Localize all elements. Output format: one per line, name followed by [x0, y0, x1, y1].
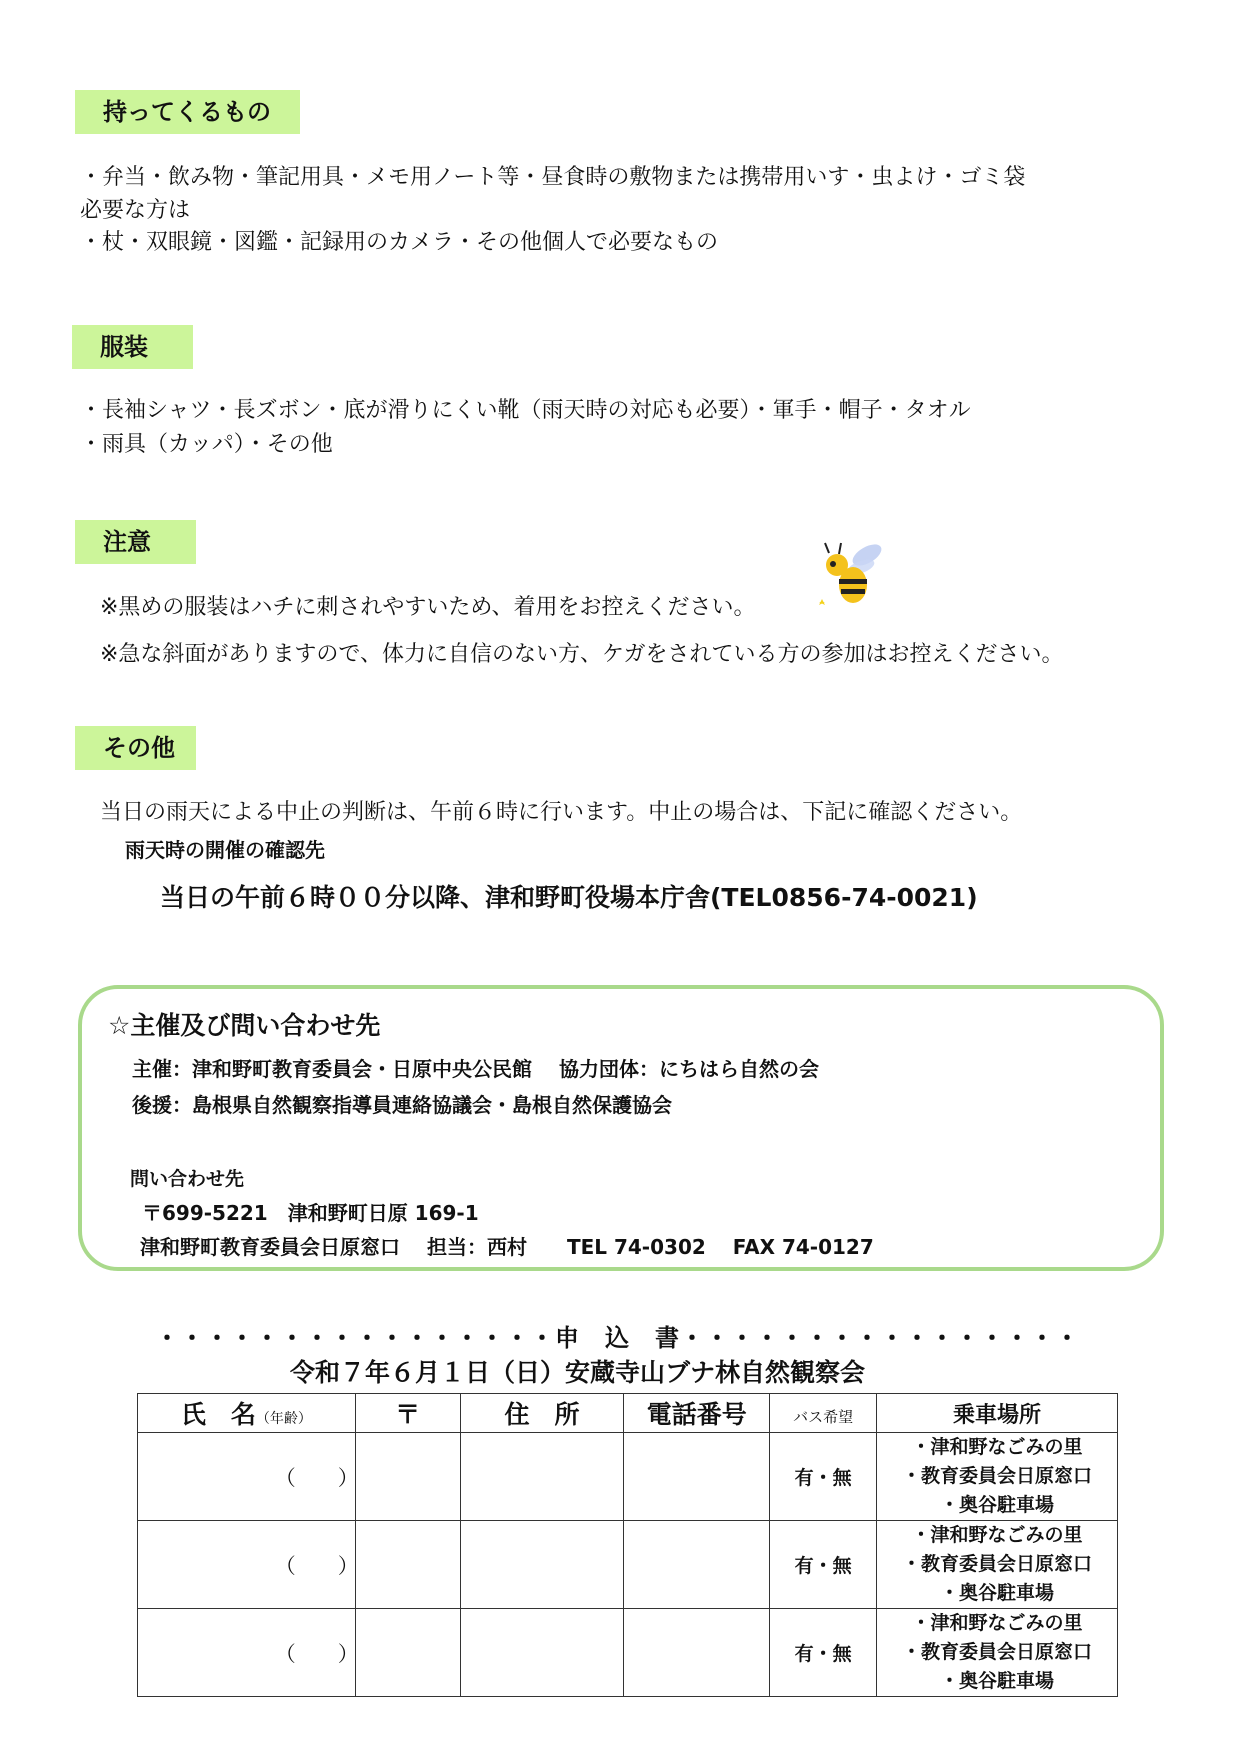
name-cell[interactable]	[138, 1521, 359, 1609]
bring-line-1: ・弁当・飲み物・筆記用具・メモ用ノート等・昼食時の敷物または携帯用いす・虫よけ・ゴミ袋	[80, 165, 1026, 190]
contact-address: 〒699-5221 津和野町日原 169-1	[142, 1201, 479, 1225]
header-name: 氏 名（年齢）	[138, 1394, 356, 1433]
contact-office: 津和野町教育委員会日原窓口 担当：西村 TEL 74-0302 FAX 74-0127	[140, 1235, 874, 1259]
table-row	[138, 1609, 1118, 1697]
address-cell[interactable]	[460, 1609, 624, 1697]
place-2: ・教育委員会日原窓口	[902, 1465, 1093, 1487]
contact-box	[78, 985, 1164, 1271]
place-3: ・奥谷駐車場	[940, 1582, 1055, 1604]
postal-cell[interactable]	[355, 1521, 460, 1609]
place-2: ・教育委員会日原窓口	[902, 1641, 1093, 1663]
phone-cell[interactable]	[624, 1521, 770, 1609]
caution-heading: 注意	[75, 520, 196, 564]
place-1: ・津和野なごみの里	[911, 1436, 1083, 1458]
bring-line-3: ・杖・双眼鏡・図鑑・記録用のカメラ・その他個人で必要なもの	[80, 230, 719, 255]
table-header-row	[138, 1394, 1118, 1433]
other-heading: その他	[75, 726, 196, 770]
place-1: ・津和野なごみの里	[911, 1612, 1083, 1634]
bus-cell[interactable]	[770, 1609, 877, 1697]
name-cell[interactable]	[138, 1433, 359, 1521]
clothing-line-1: ・長袖シャツ・長ズボン・底が滑りにくい靴（雨天時の対応も必要）・軍手・帽子・タオル	[80, 398, 971, 423]
table-row	[138, 1521, 1118, 1609]
boarding-cell[interactable]	[877, 1609, 1118, 1697]
header-phone: 電話番号	[624, 1394, 770, 1433]
bus-option: 有・無	[794, 1643, 852, 1665]
boarding-cell[interactable]	[877, 1521, 1118, 1609]
age-paren: （ ）	[274, 1465, 359, 1490]
age-paren: （ ）	[274, 1641, 359, 1666]
caution-line-1: ※黒めの服装はハチに刺されやすいため、着用をお控えください。	[100, 595, 756, 620]
application-event-title: 令和７年６月１日（日）安蔵寺山ブナ林自然観察会	[290, 1358, 866, 1387]
clothing-heading: 服装	[72, 325, 193, 369]
confirm-detail: 当日の午前６時００分以降、津和野町役場本庁舎(TEL0856-74-0021)	[160, 883, 978, 912]
place-3: ・奥谷駐車場	[940, 1670, 1055, 1692]
bus-option: 有・無	[794, 1555, 852, 1577]
place-3: ・奥谷駐車場	[940, 1494, 1055, 1516]
header-boarding: 乗車場所	[877, 1394, 1118, 1433]
table-row	[138, 1433, 1118, 1521]
place-2: ・教育委員会日原窓口	[902, 1553, 1093, 1575]
phone-cell[interactable]	[624, 1609, 770, 1697]
address-cell[interactable]	[460, 1433, 624, 1521]
caution-line-2: ※急な斜面がありますので、体力に自信のない方、ケガをされている方の参加はお控えください。	[100, 642, 1064, 667]
header-bus: バス希望	[770, 1394, 877, 1433]
contact-title: ☆主催及び問い合わせ先	[108, 1011, 381, 1040]
bus-option: 有・無	[794, 1467, 852, 1489]
address-cell[interactable]	[460, 1521, 624, 1609]
application-table	[137, 1393, 1118, 1697]
contact-support: 後援：島根県自然観察指導員連絡協議会・島根自然保護協会	[132, 1093, 672, 1117]
phone-cell[interactable]	[624, 1433, 770, 1521]
bee-icon	[815, 535, 895, 615]
postal-cell[interactable]	[355, 1433, 460, 1521]
boarding-cell[interactable]	[877, 1433, 1118, 1521]
application-divider: ・・・・・・・・・・・・・・・・申 込 書・・・・・・・・・・・・・・・・	[155, 1324, 1080, 1352]
postal-cell[interactable]	[355, 1609, 460, 1697]
bus-cell[interactable]	[770, 1521, 877, 1609]
bring-line-2: 必要な方は	[80, 198, 191, 223]
bus-cell[interactable]	[770, 1433, 877, 1521]
confirm-label: 雨天時の開催の確認先	[125, 838, 325, 862]
header-address: 住 所	[460, 1394, 624, 1433]
name-cell[interactable]	[138, 1609, 359, 1697]
contact-inquiry-label: 問い合わせ先	[130, 1168, 245, 1190]
clothing-line-2: ・雨具（カッパ）・その他	[80, 432, 333, 457]
other-line-1: 当日の雨天による中止の判断は、午前６時に行います。中止の場合は、下記に確認ください。	[100, 800, 1023, 825]
age-paren: （ ）	[274, 1553, 359, 1578]
bring-heading: 持ってくるもの	[75, 90, 300, 134]
contact-organizer: 主催：津和野町教育委員会・日原中央公民館 協力団体：にちはら自然の会	[132, 1057, 819, 1081]
place-1: ・津和野なごみの里	[911, 1524, 1083, 1546]
header-postal: 〒	[355, 1394, 460, 1433]
